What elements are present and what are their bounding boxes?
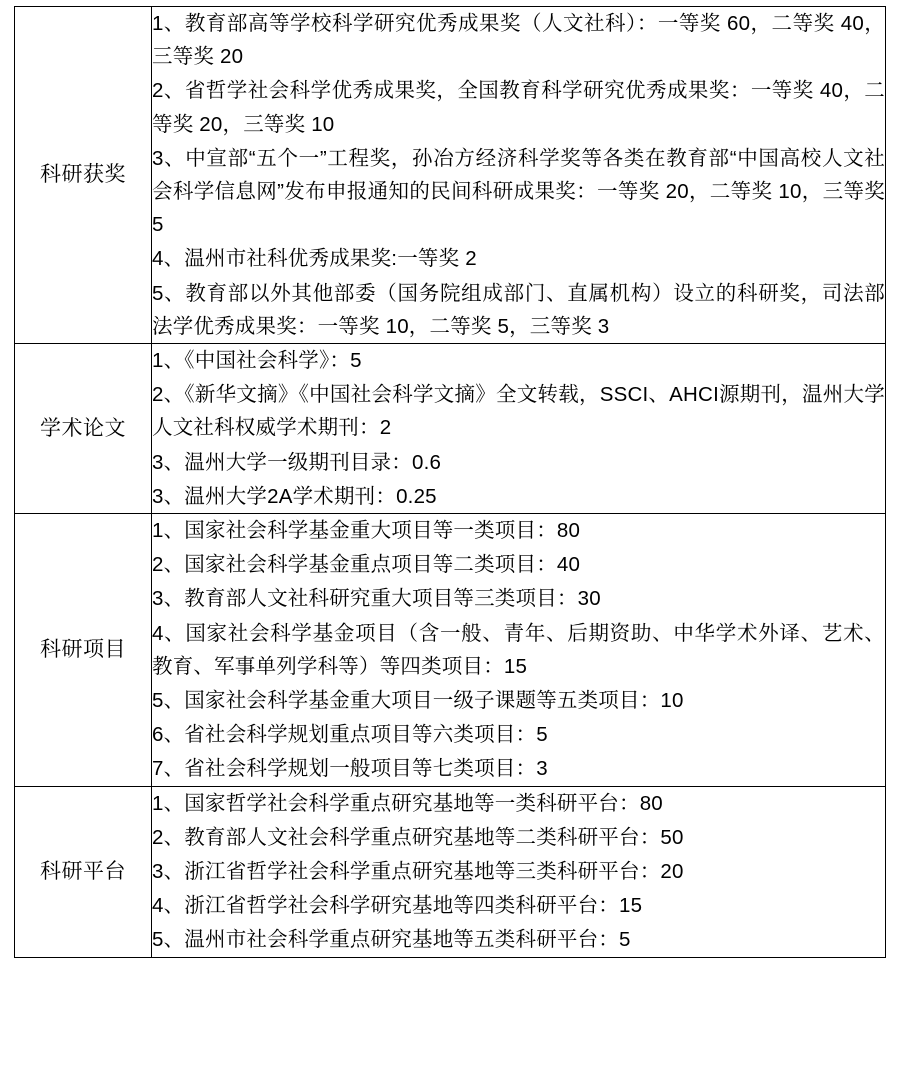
list-item: 3、浙江省哲学社会科学重点研究基地等三类科研平台：20 — [152, 860, 684, 884]
category-cell-academic-papers: 学术论文 — [15, 344, 152, 514]
list-item: 1、国家哲学社会科学重点研究基地等一类科研平台：80 — [152, 791, 663, 815]
list-item: 2、教育部人文社会科学重点研究基地等二类科研平台：50 — [152, 825, 684, 849]
list-item: 6、省社会科学规划重点项目等六类项目：5 — [152, 723, 548, 747]
criteria-table — [14, 6, 886, 958]
list-item: 3、中宣部“五个一”工程奖，孙冶方经济科学奖等各类在教育部“中国高校人文社会科学信息网”发布申报通知的民间科研成果奖：一等奖 20，二等奖 10，三等奖 5 — [152, 146, 885, 237]
list-item: 2、国家社会科学基金重点项目等二类项目：40 — [152, 553, 581, 577]
list-item: 7、省社会科学规划一般项目等七类项目：3 — [152, 757, 548, 781]
list-item: 4、浙江省哲学社会科学研究基地等四类科研平台：15 — [152, 894, 643, 918]
table-body — [15, 7, 886, 958]
category-cell-research-platforms: 科研平台 — [15, 786, 152, 957]
list-item: 5、温州市社会科学重点研究基地等五类科研平台：5 — [152, 928, 631, 952]
list-item: 2、省哲学社会科学优秀成果奖，全国教育科学研究优秀成果奖：一等奖 40，二等奖 20，三等奖 10 — [152, 79, 885, 136]
list-item: 3、温州大学一级期刊目录：0.6 — [152, 450, 442, 474]
list-item: 1、教育部高等学校科学研究优秀成果奖（人文社科）：一等奖 60，二等奖 40，三等奖 20 — [152, 12, 885, 69]
list-item: 4、温州市社科优秀成果奖:一等奖 2 — [152, 247, 477, 271]
list-item: 4、国家社会科学基金项目（含一般、青年、后期资助、中华学术外译、艺术、教育、军事单列学科等）等四类项目：15 — [152, 621, 885, 678]
table-row — [15, 514, 886, 787]
list-item: 3、温州大学2A学术期刊：0.25 — [152, 484, 437, 508]
items-cell-research-projects — [152, 514, 886, 787]
list-item: 3、教育部人文社科研究重大项目等三类项目：30 — [152, 587, 601, 611]
table-row — [15, 7, 886, 344]
category-cell-research-projects: 科研项目 — [15, 514, 152, 787]
list-item: 5、教育部以外其他部委（国务院组成部门、直属机构）设立的科研奖，司法部法学优秀成果奖：一等奖 10，二等奖 5，三等奖 3 — [152, 281, 885, 338]
table-row — [15, 344, 886, 514]
items-cell-research-platforms — [152, 786, 886, 957]
list-item: 2、《新华文摘》《中国社会科学文摘》全文转载，SSCI、AHCI源期刊，温州大学人文社科权威学术期刊：2 — [152, 383, 885, 440]
list-item: 5、国家社会科学基金重大项目一级子课题等五类项目：10 — [152, 689, 684, 713]
list-item: 1、《中国社会科学》：5 — [152, 349, 362, 373]
list-item: 1、国家社会科学基金重大项目等一类项目：80 — [152, 519, 581, 543]
table-row — [15, 786, 886, 957]
items-cell-academic-papers — [152, 344, 886, 514]
items-cell-research-awards — [152, 7, 886, 344]
category-cell-research-awards: 科研获奖 — [15, 7, 152, 344]
